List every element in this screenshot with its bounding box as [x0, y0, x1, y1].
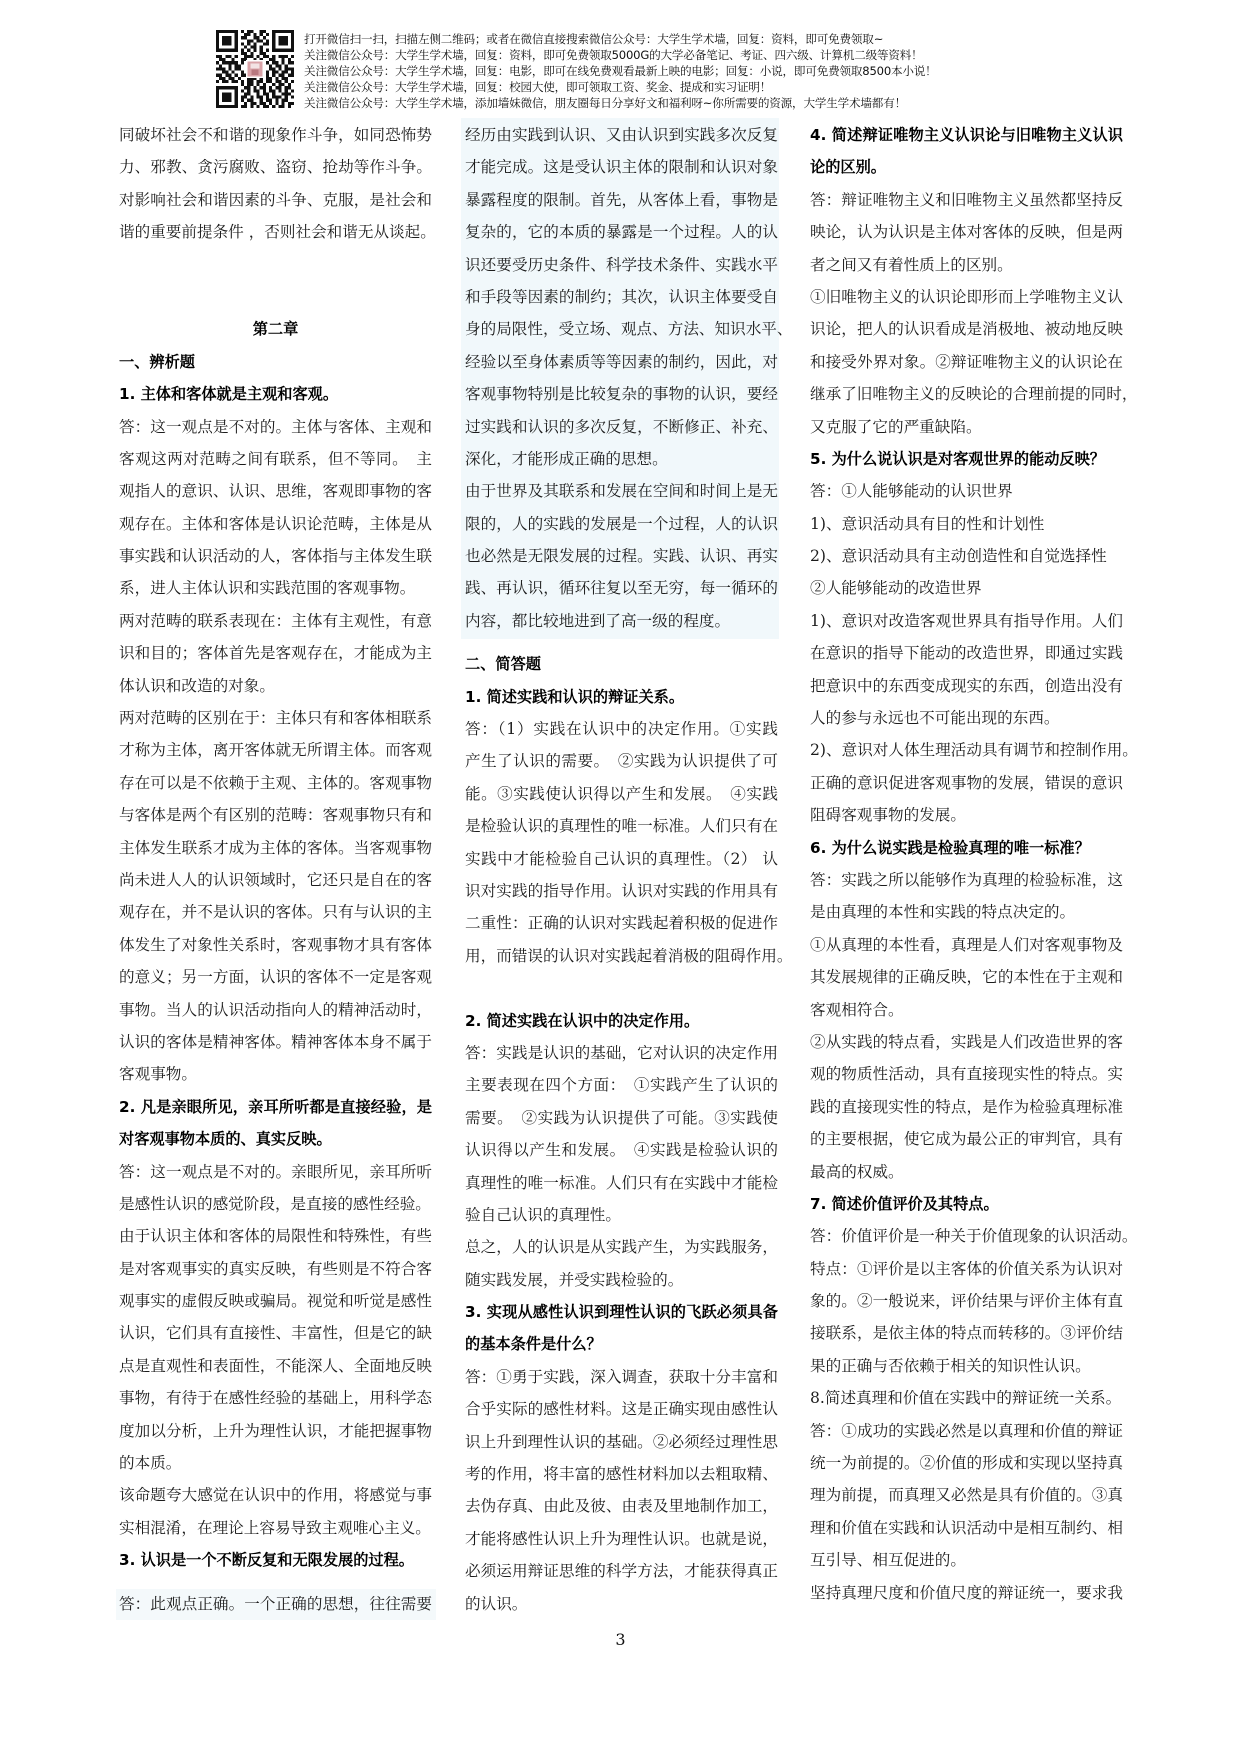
- text-line: 象的。②一般说来，评价结果与评价主体有直: [810, 1292, 1123, 1311]
- text-line: 又克服了它的严重缺陷。: [810, 417, 982, 436]
- text-line: 才称为主体，离开客体就无所谓主体。而客观: [119, 741, 432, 760]
- section-title: 二、简答题: [465, 655, 541, 674]
- text-line: 答：此观点正确。一个正确的思想，往往需要: [119, 1594, 432, 1613]
- text-line: 事物。当人的认识活动指向人的精神活动时，: [119, 1000, 432, 1019]
- text-line: 客观相符合。: [810, 1000, 904, 1019]
- text-line: 和手段等因素的制约；其次，认识主体要受自: [465, 287, 778, 306]
- paragraph: [119, 119, 436, 249]
- text-line: 对影响社会和谐因素的斗争、克服，是社会和: [119, 190, 432, 209]
- text-line: 内容，都比较地进到了高一级的程度。: [465, 611, 731, 630]
- text-line: 去伪存真、由此及彼、由表及里地制作加工，: [465, 1497, 778, 1516]
- question-title: 7. 简述价值评价及其特点。: [810, 1194, 999, 1213]
- text-line: 2)、意识对人体生理活动具有调节和控制作用。: [810, 741, 1138, 760]
- text-line: 能。③实践使认识得以产生和发展。 ④实践: [465, 784, 778, 803]
- text-line: 经历由实践到认识、又由认识到实践多次反复: [465, 126, 778, 144]
- text-line: 该命题夸大感觉在认识中的作用，将感觉与事: [119, 1486, 432, 1505]
- answer-paragraph: [119, 1156, 432, 1221]
- answer-paragraph: [119, 411, 432, 605]
- text-line: 特点：①评价是以主客体的价值关系为认识对: [810, 1259, 1123, 1278]
- text-line: 主体发生联系才成为主体的客体。当客观事物: [119, 838, 432, 857]
- question-title: 5. 为什么说认识是对客观世界的能动反映？: [810, 449, 1105, 468]
- text-line: 坚持真理尺度和价值尺度的辩证统一，要求我: [810, 1583, 1123, 1602]
- question-title: 2. 凡是亲眼所见，亲耳所听都是直接经验，是: [119, 1097, 432, 1116]
- text-line: 识对实践的指导作用。认识对实践的作用具有: [465, 881, 778, 900]
- text-line: 认识的客体是精神客体。精神客体本身不属于: [119, 1032, 432, 1051]
- answer-paragraph: [810, 734, 1138, 831]
- text-line: 2)、意识活动具有主动创造性和自觉选择性: [810, 547, 1107, 566]
- text-line: 随实践发展，并受实践检验的。: [465, 1270, 684, 1289]
- text-line: 观存在，并不是认识的客体。只有与认识的主: [119, 903, 432, 922]
- answer-paragraph: [810, 864, 1123, 929]
- text-line: 识和目的；客体首先是客观存在，才能成为主: [119, 644, 432, 663]
- text-line: 深化，才能形成正确的思想。: [465, 449, 668, 468]
- answer-paragraph: [810, 929, 1123, 1026]
- text-line: 答：实践之所以能够作为真理的检验标准，这: [810, 870, 1123, 889]
- text-line: 实践中才能检验自己认识的真理性。（2） 认: [465, 849, 778, 868]
- text-line: 识还要受历史条件、科学技术条件、实践水平: [465, 255, 778, 274]
- answer-paragraph: [119, 605, 432, 702]
- text-line: 必须运用辩证思维的科学方法，才能获得真正: [465, 1562, 778, 1581]
- text-line: ①从真理的本性看，真理是人们对客观事物及: [810, 935, 1123, 954]
- promo-line: 关注微信公众号：大学生学术墙，回复：电影，即可在线免费观看最新上映的电影；回复：小说，即可免费领取8500本小说！: [304, 64, 937, 78]
- text-line: 接联系，是依主体的特点而转移的。③评价结: [810, 1324, 1123, 1343]
- text-line: 客观这两对范畴之间有联系，但不等同。 主: [119, 449, 432, 468]
- text-line: 观存在。主体和客体是认识论范畴，主体是从: [119, 514, 432, 533]
- column-middle: [465, 119, 793, 1620]
- text-line: ①旧唯物主义的认识论即形而上学唯物主义认: [810, 287, 1123, 306]
- text-line: 互引导、相互促进的。: [810, 1551, 966, 1570]
- question-title: 3. 认识是一个不断反复和无限发展的过程。: [119, 1551, 414, 1570]
- question-title: 4. 简述辩证唯物主义认识论与旧唯物主义认识: [810, 126, 1123, 144]
- text-line: 由于世界及其联系和发展在空间和时间上是无: [465, 482, 778, 501]
- text-line: 认识，它们具有直接性、丰富性，但是它的缺: [119, 1324, 432, 1343]
- text-line: 存在可以是不依赖于主观、主体的。客观事物: [119, 773, 432, 792]
- text-line: 理和价值在实践和认识活动中是相互制约、相: [810, 1518, 1123, 1537]
- text-line: 阻碍客观事物的发展。: [810, 806, 966, 825]
- text-line: 尚未进人人的认识领域时，它还只是自在的客: [119, 870, 432, 889]
- text-line: 答：辩证唯物主义和旧唯物主义虽然都坚持反: [810, 190, 1123, 209]
- text-line: 系，进人主体认识和实践范围的客观事物。: [119, 579, 416, 598]
- text-line: 两对范畴的区别在于：主体只有和客体相联系: [119, 709, 432, 728]
- text-line: 实相混淆，在理论上容易导致主观唯心主义。: [119, 1518, 431, 1537]
- text-line: 是检验认识的真理性的唯一标准。人们只有在: [465, 817, 778, 836]
- answer-paragraph: [465, 1231, 778, 1296]
- text-line: 客观事物。: [119, 1065, 197, 1084]
- text-line: 人的参与永远也不可能出现的东西。: [810, 709, 1060, 728]
- answer-paragraph: [810, 281, 1138, 443]
- text-line: 二重性：正确的认识对实践起着积极的促进作: [465, 914, 778, 933]
- text-line: 的认识。: [465, 1594, 528, 1613]
- text-line: 两对范畴的联系表现在：主体有主观性，有意: [119, 611, 432, 630]
- text-line: 力、邪教、贪污腐败、盗窃、抢劫等作斗争。: [119, 158, 432, 177]
- question-title: 8.简述真理和价值在实践中的辩证统一关系。: [810, 1389, 1122, 1408]
- answer-paragraph: [810, 184, 1123, 281]
- text-line: 理为前提，而真理又必然是具有价值的。③真: [810, 1486, 1123, 1505]
- text-line: 用，而错误的认识对实践起着消极的阻碍作用。: [465, 946, 793, 965]
- text-line: 在意识的指导下能动的改造世界，即通过实践: [810, 644, 1123, 663]
- question-title: 2. 简述实践在认识中的决定作用。: [465, 1011, 700, 1030]
- text-line: 答：这一观点是不对的。亲眼所见，亲耳所听: [119, 1162, 432, 1181]
- text-line: 暴露程度的限制。首先，从客体上看，事物是: [465, 190, 778, 209]
- text-line: 体认识和改造的对象。: [119, 676, 275, 695]
- answer-paragraph: [810, 1026, 1123, 1188]
- promo-line: 关注微信公众号：大学生学术墙，回复：校园大使，即可领取工资、奖金、提成和实习证明！: [304, 80, 772, 94]
- answer-paragraph: [119, 1220, 432, 1479]
- text-line: 和接受外界对象。②辩证唯物主义的认识论在: [810, 352, 1123, 371]
- text-line: 才能将感性认识上升为理性认识。也就是说，: [465, 1529, 778, 1548]
- text-line: 答：①成功的实践必然是以真理和价值的辩证: [810, 1421, 1123, 1440]
- text-line: 过实践和认识的多次反复，不断修正、补充、: [465, 417, 778, 436]
- text-line: 主要表现在四个方面： ①实践产生了认识的: [465, 1076, 778, 1095]
- text-line: 践的直接现实性的特点，是作为检验真理标准: [810, 1097, 1123, 1116]
- text-line: 与客体是两个有区别的范畴：客观事物只有和: [119, 806, 432, 825]
- promo-line: 关注微信公众号：大学生学术墙，添加墙妹微信，朋友圈每日分享好文和福利呀~你所需要的资源，大学生学术墙都有！: [304, 96, 906, 110]
- text-line: 需要。 ②实践为认识提供了可能。③实践使: [465, 1108, 778, 1127]
- text-line: 答：①人能够能动的认识世界: [810, 482, 1013, 501]
- text-line: 观指人的意识、认识、思维，客观即事物的客: [119, 482, 432, 501]
- text-line: 事物，有待于在感性经验的基础上，用科学态: [119, 1389, 432, 1408]
- text-line: 的主要根据，使它成为最公正的审判官，具有: [810, 1130, 1123, 1149]
- text-line: 度加以分析，上升为理性认识，才能把握事物: [119, 1421, 432, 1440]
- answer-paragraph: [465, 119, 793, 475]
- text-line: 识上升到理性认识的基础。②必须经过理性思: [465, 1432, 778, 1451]
- text-line: 体发生了对象性关系时，客观事物才具有客体: [119, 935, 432, 954]
- answer-paragraph: [465, 475, 778, 637]
- question-title: 对客观事物本质的、真实反映。: [119, 1130, 332, 1149]
- text-line: 的本质。: [119, 1454, 182, 1473]
- text-line: 点是直观性和表面性，不能深人、全面地反映: [119, 1356, 432, 1375]
- text-line: 真理性的唯一标准。人们只有在实践中才能检: [465, 1173, 778, 1192]
- promo-line: 打开微信扫一扫，扫描左侧二维码；或者在微信直接搜索微信公众号：大学生学术墙，回复：资料，即可免费领取~: [304, 32, 884, 46]
- text-line: 答：这一观点是不对的。主体与客体、主观和: [119, 417, 432, 436]
- text-line: 1)、意识对改造客观世界具有指导作用。人们: [810, 611, 1123, 630]
- spacer: [119, 249, 432, 281]
- text-line: 身的局限性，受立场、观点、方法、知识水平、: [465, 320, 793, 339]
- text-line: 答：①勇于实践，深入调查，获取十分丰富和: [465, 1367, 778, 1386]
- chapter-title: 第二章: [252, 320, 299, 339]
- text-line: 果的正确与否依赖于相关的知识性认识。: [810, 1356, 1091, 1375]
- text-line: 正确的意识促进客观事物的发展，错误的意识: [810, 773, 1123, 792]
- text-line: 经验以至身体素质等等因素的制约，因此，对: [465, 352, 778, 371]
- question-title: 1. 简述实践和认识的辩证关系。: [465, 687, 685, 706]
- answer-paragraph: [810, 605, 1123, 735]
- question-title: 论的区别。: [810, 158, 886, 177]
- text-line: 1)、意识活动具有目的性和计划性: [810, 514, 1045, 533]
- spacer: [119, 281, 432, 313]
- text-line: 映论，认为认识是主体对客体的反映，但是两: [810, 223, 1123, 242]
- text-line: 把意识中的东西变成现实的东西，创造出没有: [810, 676, 1123, 695]
- answer-paragraph: [810, 1415, 1123, 1577]
- text-line: 最高的权威。: [810, 1162, 904, 1181]
- page-number: 3: [615, 1630, 626, 1649]
- column-right: [810, 119, 1138, 1609]
- text-line: ②从实践的特点看，实践是人们改造世界的客: [810, 1032, 1123, 1051]
- text-line: 是对客观事实的真实反映，有些则是不符合客: [119, 1259, 432, 1278]
- text-line: 谐的重要前提条件 ，否则社会和谐无从谈起。: [119, 223, 436, 242]
- qr-code-icon: [216, 30, 294, 108]
- text-line: 观的物质性活动，具有直接现实性的特点。实: [810, 1065, 1123, 1084]
- column-left: [119, 119, 436, 1620]
- text-line: 考的作用，将丰富的感性材料加以去粗取精、: [465, 1465, 778, 1484]
- answer-paragraph: [465, 1037, 778, 1231]
- text-line: 观事实的虚假反映或骗局。视觉和听觉是感性: [119, 1292, 432, 1311]
- text-line: 践、再认识，循环往复以至无穷，每一循环的: [465, 579, 778, 598]
- spacer: [465, 972, 778, 1004]
- text-line: 答：价值评价是一种关于价值现象的认识活动。: [810, 1227, 1138, 1246]
- text-line: 客观事物特别是比较复杂的事物的认识，要经: [465, 385, 778, 404]
- answer-paragraph: [119, 702, 432, 1091]
- text-line: 答：（1）实践在认识中的决定作用。①实践: [465, 720, 778, 739]
- text-line: 验自己认识的真理性。: [465, 1205, 621, 1224]
- text-line: 认识得以产生和发展。 ④实践是检验认识的: [465, 1141, 778, 1160]
- question-title: 3. 实现从感性认识到理性认识的飞跃必须具备: [465, 1303, 778, 1322]
- text-line: ②人能够能动的改造世界: [810, 579, 982, 598]
- text-line: 其发展规律的正确反映，它的本性在于主观和: [810, 968, 1123, 987]
- text-line: 统一为前提的。②价值的形成和实现以坚持真: [810, 1454, 1123, 1473]
- answer-paragraph: [119, 1479, 432, 1544]
- text-line: 识论，把人的认识看成是消极地、被动地反映: [810, 320, 1123, 339]
- question-title: 6. 为什么说实践是检验真理的唯一标准？: [810, 838, 1090, 857]
- text-line: 事实践和认识活动的人，客体指与主体发生联: [119, 547, 432, 566]
- text-line: 同破坏社会不和谐的现象作斗争，如同恐怖势: [119, 126, 432, 144]
- answer-paragraph: [465, 713, 793, 972]
- text-line: 产生了认识的需要。 ②实践为认识提供了可: [465, 752, 778, 771]
- text-line: 者之间又有着性质上的区别。: [810, 255, 1013, 274]
- text-line: 才能完成。这是受认识主体的限制和认识对象: [465, 158, 778, 177]
- text-line: 复杂的，它的本质的暴露是一个过程。人的认: [465, 223, 778, 242]
- promo-line: 关注微信公众号：大学生学术墙，回复：资料，即可免费领取5000G的大学必备笔记、考证、四六级、计算机二级等资料！: [304, 48, 923, 62]
- answer-paragraph: [465, 1361, 778, 1620]
- text-line: 答：实践是认识的基础，它对认识的决定作用: [465, 1043, 778, 1062]
- text-line: 合乎实际的感性材料。这是正确实现由感性认: [465, 1400, 778, 1419]
- text-line: 也必然是无限发展的过程。实践、认识、再实: [465, 547, 778, 566]
- answer-paragraph: [810, 1253, 1123, 1383]
- promo-text-block: [304, 31, 937, 111]
- text-line: 限的，人的实践的发展是一个过程，人的认识: [465, 514, 778, 533]
- question-title: 1. 主体和客体就是主观和客观。: [119, 385, 339, 404]
- text-line: 的意义；另一方面，认识的客体不一定是客观: [119, 968, 432, 987]
- text-line: 总之，人的认识是从实践产生，为实践服务，: [465, 1238, 778, 1257]
- text-line: 是由真理的本性和实践的特点决定的。: [810, 903, 1076, 922]
- text-line: 是感性认识的感觉阶段，是直接的感性经验。: [119, 1194, 431, 1213]
- text-line: 继承了旧唯物主义的反映论的合理前提的同时，: [810, 385, 1138, 404]
- text-line: 由于认识主体和客体的局限性和特殊性，有些: [119, 1227, 432, 1246]
- section-title: 一、辨析题: [119, 352, 195, 371]
- question-title: 的基本条件是什么？: [465, 1335, 602, 1354]
